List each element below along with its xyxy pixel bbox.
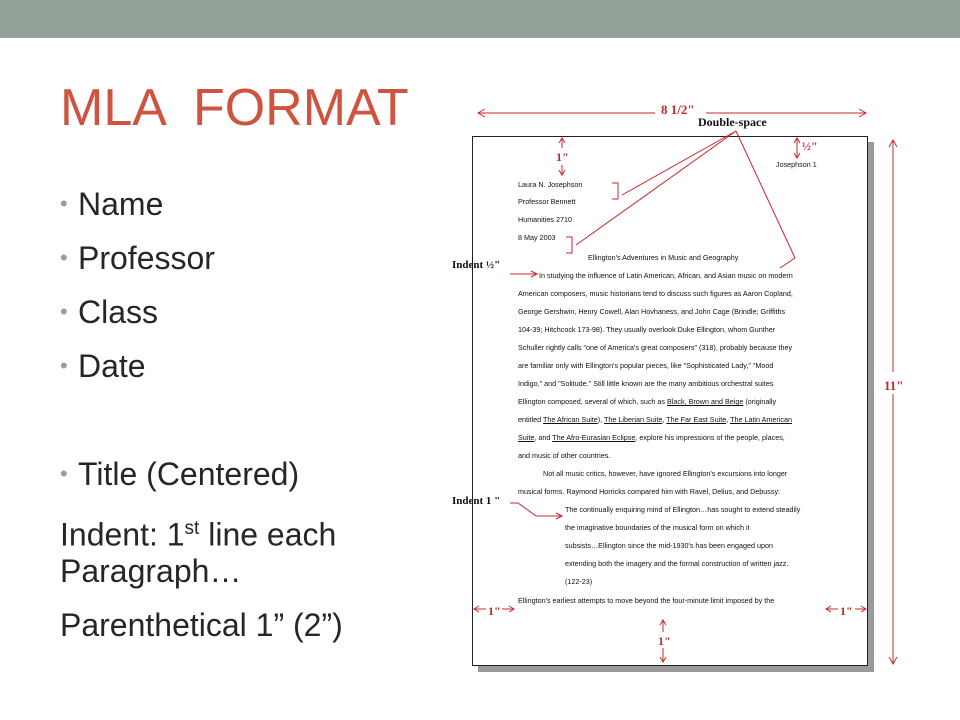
block-quote-line: the imaginative boundaries of the musical form on which it — [565, 523, 750, 532]
page-header: Josephson 1 — [776, 160, 817, 169]
body-line: Ellington's earliest attempts to move beyond the four-minute limit imposed by the — [518, 596, 775, 605]
bullet-dot-icon: • — [60, 299, 68, 324]
block-quote-line: The continually enquiring mind of Ellington…has sought to extend steadily — [565, 505, 801, 514]
body-line: and music of other countries. — [518, 451, 611, 460]
body-line: Indigo," and "Solitude." Still little known are the many ambitious orchestral suites — [518, 379, 774, 388]
bullet-dot-icon: • — [60, 461, 68, 486]
bullet-item-title: • Title (Centered) — [60, 456, 300, 492]
bullet-item: • Name — [60, 186, 164, 222]
half-inch-label: ½" — [802, 139, 818, 153]
bullet-item: • Professor — [60, 240, 215, 276]
indent-note-continued: Paragraph… — [60, 553, 242, 589]
heading-line: Laura N. Josephson — [518, 180, 583, 189]
left-margin-label: 1" — [488, 604, 501, 618]
body-line: George Gershwin, Henry Cowell, Alan Hovhaness, and John Cage (Brindle; Griffiths — [518, 307, 786, 316]
bullet-dot-icon: • — [60, 191, 68, 216]
indent-one-label: Indent 1 " — [452, 495, 501, 507]
heading-line: Humanities 2710 — [518, 215, 572, 224]
bottom-margin-label: 1" — [658, 634, 671, 648]
height-label: 11" — [884, 378, 904, 393]
body-line: musical forms. Raymond Horricks compared him with Ravel, Delius, and Debussy: — [518, 487, 781, 496]
right-margin-label: 1" — [840, 604, 853, 618]
paper-title: Ellington's Adventures in Music and Geography — [588, 253, 739, 262]
bullet-list — [60, 184, 215, 400]
body-line: Suite, and The Afro-Eurasian Eclipse, explore his impressions of the people, places, — [518, 433, 785, 442]
heading-line: 8 May 2003 — [518, 233, 556, 242]
block-quote-line: extending both the imagery and the formal construction of written jazz. — [565, 559, 789, 568]
indent-half-label: Indent ½" — [452, 259, 501, 271]
body-line: In studying the influence of Latin American, African, and Asian music on modern — [539, 271, 793, 280]
heading-line: Professor Bennett — [518, 197, 576, 206]
bullet-dot-icon: • — [60, 245, 68, 270]
bullet-dot-icon: • — [60, 353, 68, 378]
width-label: 8 1/2" — [661, 102, 695, 117]
body-line: Schuller rightly calls "one of America's great composers" (318), probably because they — [518, 343, 793, 352]
body-line: 104-39; Hitchcock 173-98). They usually overlook Duke Ellington, whom Gunther — [518, 325, 776, 334]
top-margin-label: 1" — [556, 150, 569, 164]
block-quote-line: (122-23) — [565, 577, 593, 586]
body-line: entitled The African Suite), The Liberian Suite, The Far East Suite, The Latin American — [518, 415, 792, 424]
body-line: Not all music critics, however, have ignored Ellington's excursions into longer — [543, 469, 788, 478]
bullet-item: • Class — [60, 294, 159, 330]
parenthetical-note: Parenthetical 1” (2”) — [60, 607, 343, 643]
double-space-label: Double-space — [698, 115, 767, 129]
body-line: are familiar only with Ellington's popular pieces, like "Sophisticated Lady," "Mood — [518, 361, 774, 370]
top-accent-bar — [0, 0, 960, 38]
bullet-item: • Date — [60, 348, 146, 384]
slide-title: MLA FORMAT — [60, 79, 409, 137]
block-quote-line: subsists…Ellington since the mid-1930's has been engaged upon — [565, 541, 773, 550]
body-line: Ellington composed, several of which, such as Black, Brown and Beige (originally — [518, 397, 777, 406]
indent-note: Indent: 1st line each — [60, 516, 337, 553]
body-line: American composers, music historians tend to discuss such figures as Aaron Copland, — [518, 289, 793, 298]
